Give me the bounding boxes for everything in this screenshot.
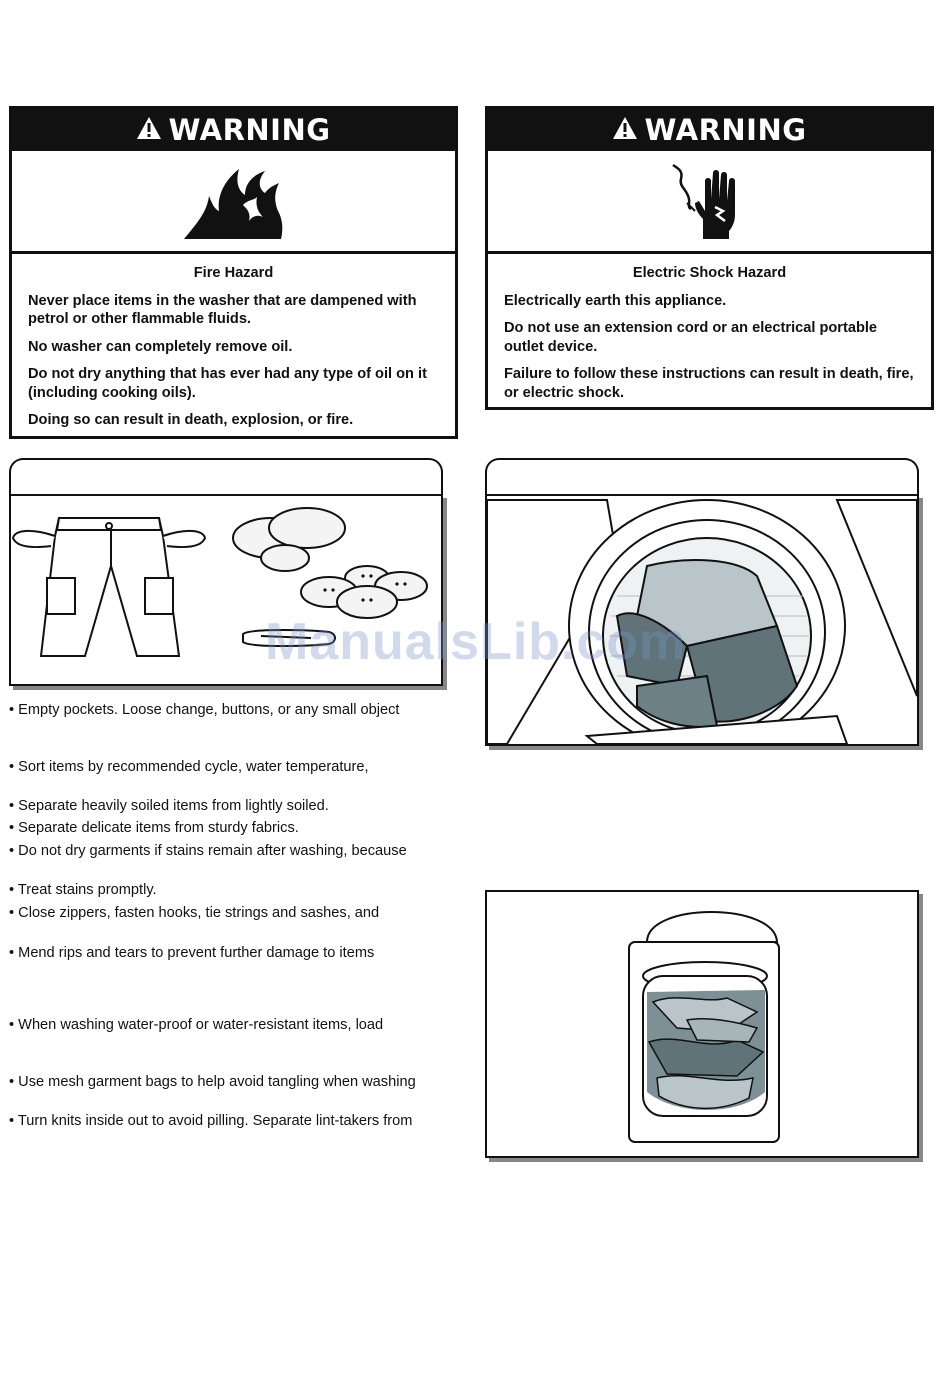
hazard-title: Fire Hazard — [193, 265, 274, 281]
list-item: • Use mesh garment bags to help avoid tangling when washing — [9, 1074, 416, 1090]
warning-triangle-icon — [612, 113, 638, 147]
list-item: • When washing water-proof or water-resistant items, load — [9, 1017, 384, 1033]
washer-load-image — [487, 892, 917, 1156]
warning-header: WARNING — [488, 109, 931, 151]
list-item: • Separate delicate items from sturdy fabrics. — [9, 820, 299, 836]
warning-text — [12, 254, 455, 430]
warning-line: Do not use an extension cord or an electrical portable outlet device. — [504, 320, 878, 355]
hazard-title: Electric Shock Hazard — [632, 265, 787, 281]
warning-line: Doing so can result in death, explosion, or fire. — [28, 412, 354, 428]
list-item: • Mend rips and tears to prevent further damage to items — [9, 945, 375, 961]
warning-triangle-icon — [136, 113, 162, 147]
loaded-washer-illustration — [485, 890, 919, 1158]
warning-text — [488, 254, 931, 402]
drum-panel-tab — [485, 458, 919, 496]
shock-warning-box — [485, 106, 934, 410]
warning-line: Electrically earth this appliance. — [504, 292, 727, 309]
shock-hand-icon — [488, 151, 931, 254]
list-item: • Treat stains promptly. — [9, 882, 157, 898]
list-item: • Close zippers, fasten hooks, tie strings and sashes, and — [9, 905, 380, 921]
list-item: • Do not dry garments if stains remain after washing, because — [9, 843, 407, 859]
list-item: • Empty pockets. Loose change, buttons, or any small object — [9, 702, 400, 718]
warning-line: No washer can completely remove oil. — [28, 338, 293, 355]
list-item: • Sort items by recommended cycle, water temperature, — [9, 759, 369, 775]
flame-icon — [12, 151, 455, 254]
warning-line: Do not dry anything that has ever had any type of oil on it (including cooking oils). — [28, 366, 427, 401]
warning-line: Never place items in the washer that are dampened with petrol or other flammable fluids. — [28, 292, 417, 327]
warning-line: Failure to follow these instructions can result in death, fire, or electric shock. — [504, 366, 914, 401]
pockets-panel-tab — [9, 458, 443, 496]
list-item: • Separate heavily soiled items from lightly soiled. — [9, 798, 329, 814]
warning-header: WARNING — [12, 109, 455, 151]
fire-warning-box — [9, 106, 458, 439]
watermark-text: ManualsLib.com — [265, 613, 687, 671]
list-item: • Turn knits inside out to avoid pilling. Separate lint-takers from — [9, 1113, 413, 1129]
